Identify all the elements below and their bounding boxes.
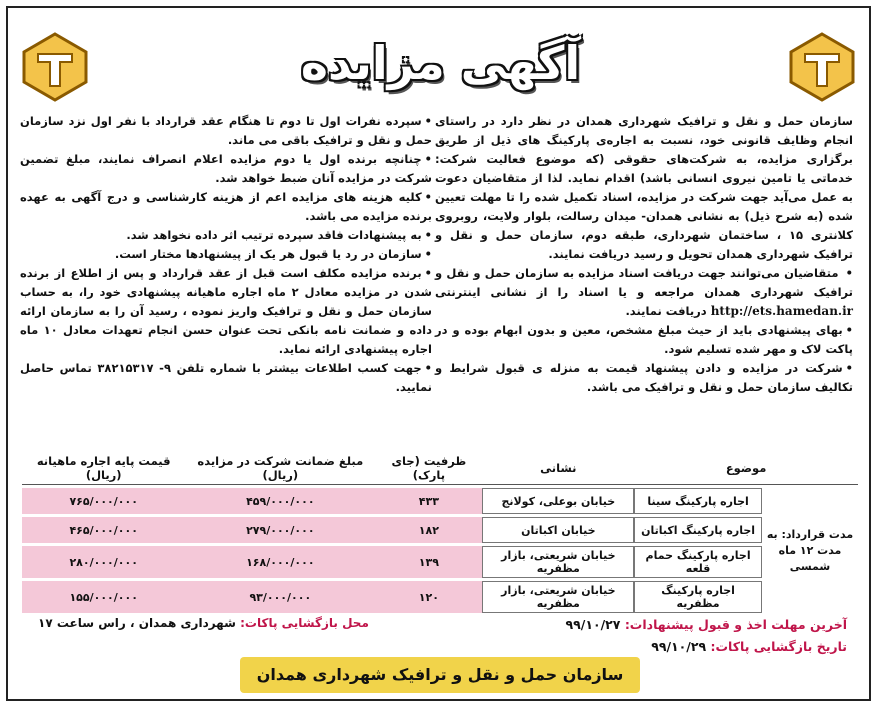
header-location: نشانی <box>482 452 634 485</box>
bullet-winner: • برنده مزایده مکلف است قبل از عقد قرارداد و پس از اطلاع از برنده شدن در مزایده معادل ۲ ماه اجاره ماهیانه پیشنهادی خود را، به حساب سازمان حمل و نقل و ترافیک واریز نموده ، رسید آن را به سازمان ارائه داده و ضمانت نامه بانکی تحت عنوان حسن انجام تعهدات معادل ۱۰ ماه اجاره پیشنهادی ارائه نماید. <box>20 264 432 359</box>
deadline-block <box>566 614 847 658</box>
bullet-documents-text: متقاضیان می‌توانند جهت دریافت اسناد مزایده به سازمان حمل و نقل و ترافیک شهرداری همدان مراجعه و یا اسناد را از نشانی اینترنتی <box>435 266 853 299</box>
row-subject: اجاره پارکینگ اکباتان <box>634 517 762 543</box>
row-location: خیابان بوعلی، کولانج <box>482 488 634 514</box>
bullet-documents-tail: دریافت نمایند. <box>625 304 707 318</box>
row-capacity: ۴۳۳ <box>375 488 482 514</box>
header-capacity: ظرفیت (جای پارک) <box>375 452 482 485</box>
row-location: خیابان شریعتی، بازار مظفریه <box>482 546 634 578</box>
opening-date-label: تاریخ بازگشایی پاکات: <box>710 639 847 654</box>
row-location: خیابان اکباتان <box>482 517 634 543</box>
organization-logo-right-icon <box>787 32 857 102</box>
bullet-no-deposit: • به پیشنهادات فاقد سپرده ترتیب اثر داده نخواهد شد. <box>20 226 432 245</box>
row-subject: اجاره پارکینگ مظفریه <box>634 581 762 613</box>
bullet-deposit: • سپرده نفرات اول تا دوم تا هنگام عقد قرارداد با نفر اول نزد سازمان حمل و نقل و ترافیک باقی می ماند. <box>20 112 432 150</box>
row-price: ۱۵۵/۰۰۰/۰۰۰ <box>22 581 185 613</box>
intro-paragraph: سازمان حمل و نقل و ترافیک شهرداری همدان در نظر دارد در راستای انجام وظایف قانونی خود، نسبت به اجاره‌ی پارکینگ های ذیل از طریق برگزاری مزایده، به شرکت‌های حقوقی (که موضوع فعالیت شرکت: خدماتی یا تامین نیروی انسانی باشد) اقدام نماید. لذا از متقاضیان دعوت به عمل می‌آید جهت شرکت در مزایده، اسناد تکمیل شده را تا مهلت تعیین شده (به شرح ذیل) به نشانی همدان- میدان رسالت، بلوار ولایت، روبروی کلانتری ۱۵ ، ساختمان شهرداری، طبقه دوم، سازمان حمل و نقل و ترافیک شهرداری همدان تحویل و رسید دریافت نمایند. <box>435 114 853 261</box>
row-subject: اجاره پارکینگ حمام قلعه <box>634 546 762 578</box>
bullet-price: • بهای پیشنهادی باید از حیث مبلغ مشخص، معین و بدون ابهام بوده و در پاکت لاک و مهر شده تسلیم شود. <box>435 321 853 359</box>
row-price: ۲۸۰/۰۰۰/۰۰۰ <box>22 546 185 578</box>
auction-notice <box>6 6 871 701</box>
bullet-costs: • کلیه هزینه های مزایده اعم از هزینه کارشناسی و درج آگهی به عهده برنده مزایده می باشد. <box>20 188 432 226</box>
table-row <box>22 517 858 543</box>
row-guarantee: ۲۷۹/۰۰۰/۰۰۰ <box>185 517 375 543</box>
bullet-contact: • جهت کسب اطلاعات بیشتر با شماره تلفن ۹- ۳۸۲۱۵۳۱۷ تماس حاصل نمایید. <box>20 359 432 397</box>
deadline-label: آخرین مهلت اخذ و قبول پیشنهادات: <box>624 617 847 632</box>
row-capacity: ۱۲۰ <box>375 581 482 613</box>
opening-place-value: شهرداری همدان ، راس ساعت ۱۷ <box>38 616 236 630</box>
bullet-withdrawal: • چنانچه برنده اول یا دوم مزایده اعلام انصراف نمایند، مبلغ تضمین شرکت در مزایده آنان ضبط خواهد شد. <box>20 150 432 188</box>
row-subject: اجاره پارکینگ سینا <box>634 488 762 514</box>
opening-date-value: ۹۹/۱۰/۲۹ <box>651 639 707 654</box>
table-row <box>22 581 858 613</box>
organization-banner: سازمان حمل و نقل و ترافیک شهرداری همدان <box>240 657 640 693</box>
row-price: ۴۶۵/۰۰۰/۰۰۰ <box>22 517 185 543</box>
row-capacity: ۱۳۹ <box>375 546 482 578</box>
contract-duration: مدت قرارداد: به مدت ۱۲ ماه شمسی <box>766 527 854 573</box>
header-guarantee: مبلغ ضمانت شرکت در مزایده (ریال) <box>185 452 375 485</box>
parking-table <box>22 449 858 611</box>
opening-date-line <box>566 636 847 658</box>
row-guarantee: ۴۵۹/۰۰۰/۰۰۰ <box>185 488 375 514</box>
deadline-line <box>566 614 847 636</box>
bullet-conditions: • شرکت در مزایده و دادن پیشنهاد قیمت به منزله ی قبول شرایط و تکالیف سازمان حمل و نقل و ترافیک می باشد. <box>435 359 853 397</box>
table-row <box>22 546 858 578</box>
opening-place-label: محل بازگشایی پاکات: <box>240 616 369 630</box>
row-location: خیابان شریعتی، بازار مظفریه <box>482 581 634 613</box>
left-column <box>20 112 432 397</box>
website-link[interactable]: http://ets.hamedan.ir <box>710 304 853 318</box>
deadline-value: ۹۹/۱۰/۲۷ <box>565 617 621 632</box>
right-column <box>435 112 853 397</box>
table-row <box>22 488 858 514</box>
row-guarantee: ۱۶۸/۰۰۰/۰۰۰ <box>185 546 375 578</box>
row-capacity: ۱۸۲ <box>375 517 482 543</box>
bullet-documents <box>435 264 853 321</box>
notice-title: آگهی مزایده <box>300 36 581 90</box>
opening-place-block <box>38 616 369 630</box>
header-subject: موضوع <box>634 452 858 485</box>
bullet-rights: • سازمان در رد یا قبول هر یک از پیشنهادها مختار است. <box>20 245 432 264</box>
header-price: قیمت پایه اجاره ماهیانه (ریال) <box>22 452 185 485</box>
organization-logo-left-icon <box>20 32 90 102</box>
row-guarantee: ۹۳/۰۰۰/۰۰۰ <box>185 581 375 613</box>
row-price: ۷۶۵/۰۰۰/۰۰۰ <box>22 488 185 514</box>
